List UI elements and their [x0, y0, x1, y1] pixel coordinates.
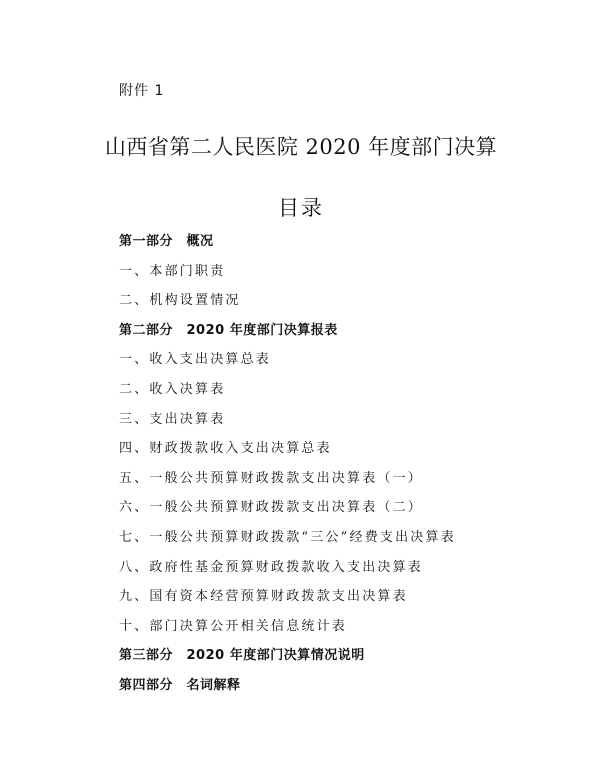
toc-item: 五、一般公共预算财政拨款支出决算表（一）	[119, 470, 424, 486]
document-title: 山西省第二人民医院 2020 年度部门决算	[104, 135, 498, 159]
toc-item: 七、一般公共预算财政拨款“三公”经费支出决算表	[119, 529, 456, 545]
toc-item: 二、机构设置情况	[119, 293, 241, 309]
toc-item: 一、本部门职责	[119, 263, 226, 279]
toc-item: 三、支出决算表	[119, 411, 226, 427]
toc-item: 十、部门决算公开相关信息统计表	[119, 618, 348, 634]
toc-item: 二、收入决算表	[119, 381, 226, 397]
attachment-label: 附件 1	[119, 83, 165, 99]
toc-part-1: 第一部分 概况	[119, 234, 214, 249]
toc-part-3: 第三部分 2020 年度部门决算情况说明	[119, 648, 365, 664]
toc-item: 一、收入支出决算总表	[119, 352, 272, 368]
toc-part-2: 第二部分 2020 年度部门决算报表	[119, 322, 338, 338]
toc-item: 九、国有资本经营预算财政拨款支出决算表	[119, 589, 408, 605]
toc-heading: 目录	[278, 196, 324, 220]
toc-item: 四、财政拨款收入支出决算总表	[119, 441, 332, 457]
toc-item: 六、一般公共预算财政拨款支出决算表（二）	[119, 500, 424, 516]
toc-part-4: 第四部分 名词解释	[119, 677, 241, 693]
toc-item: 八、政府性基金预算财政拨款收入支出决算表	[119, 559, 424, 575]
table-of-contents	[119, 227, 559, 701]
